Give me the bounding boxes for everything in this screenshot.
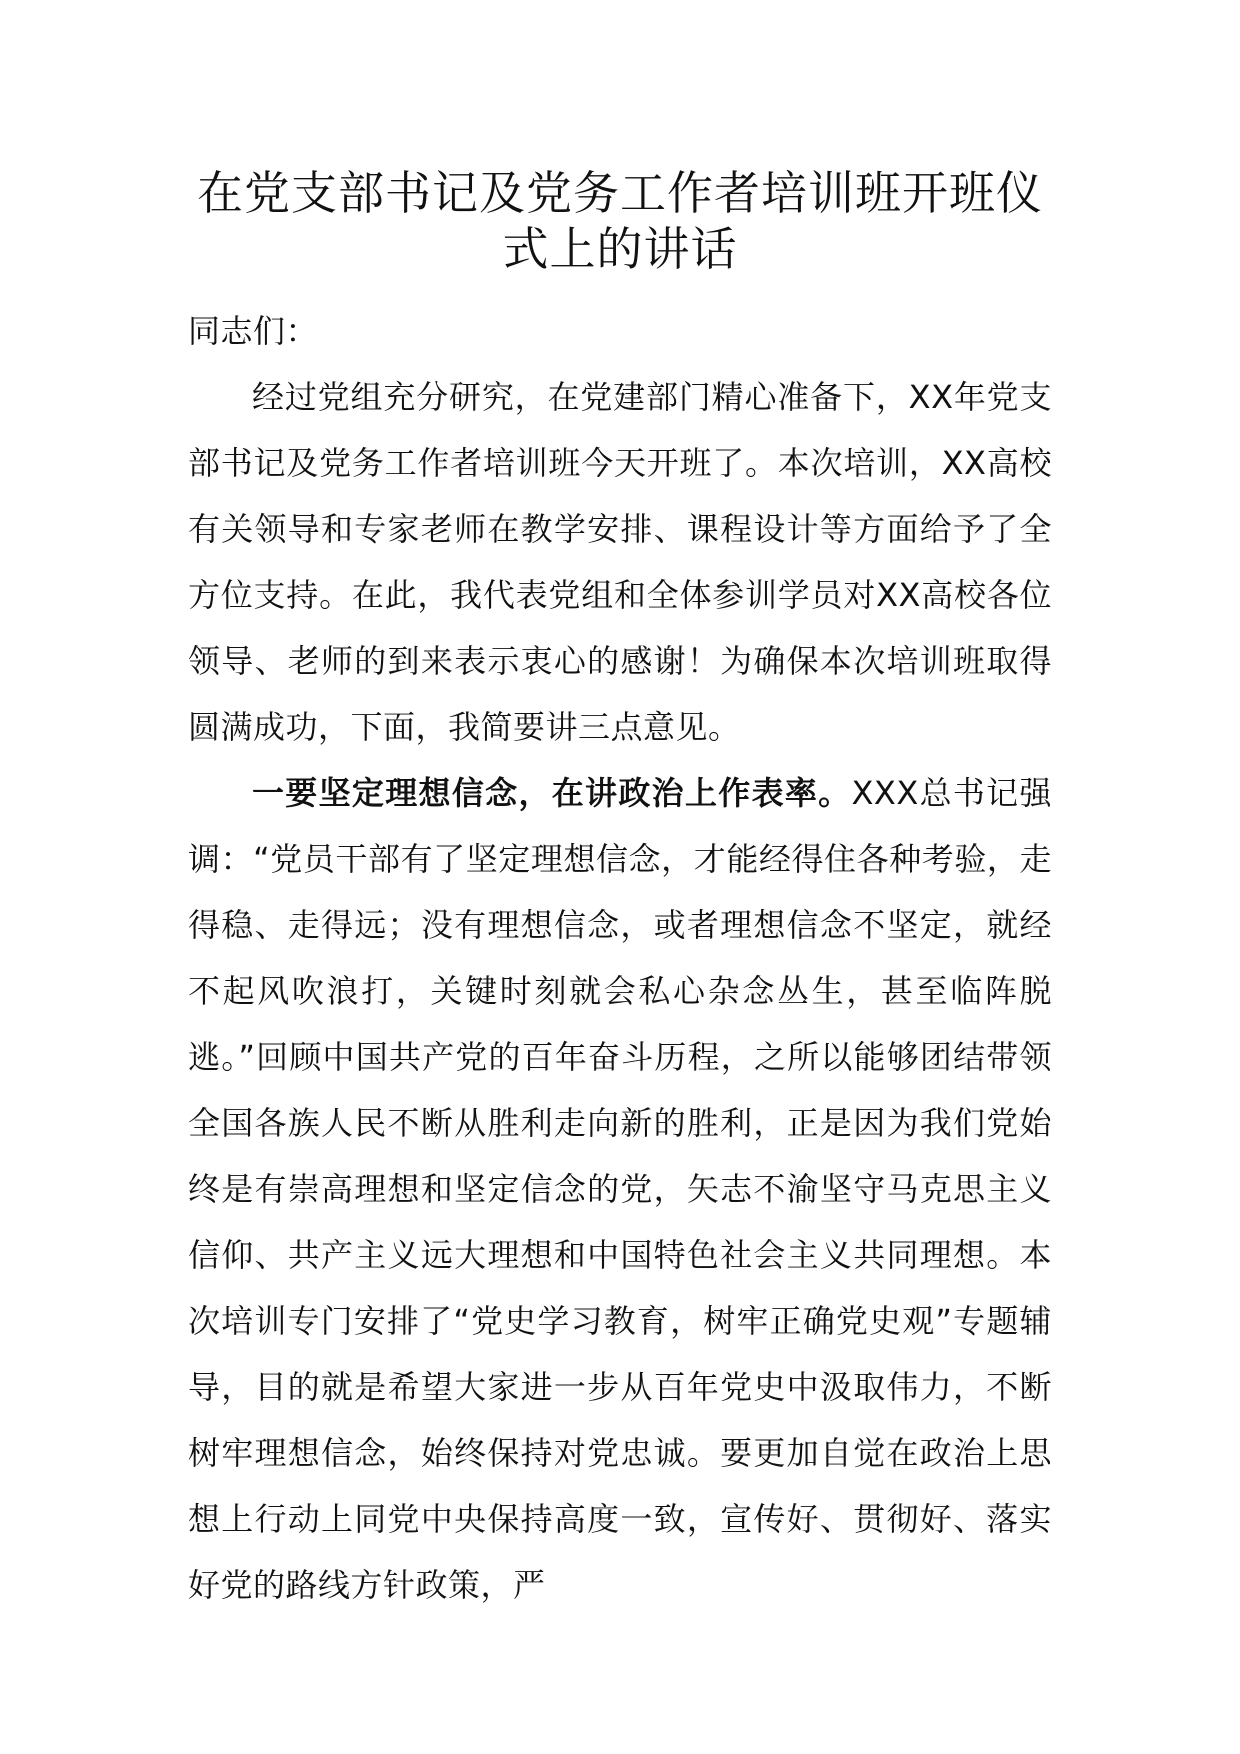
document-title xyxy=(150,165,1090,277)
salutation: 同志们： xyxy=(188,312,319,350)
paragraph-point-one xyxy=(188,760,1052,1618)
paragraph-text: 经过党组充分研究，在党建部门精心准备下，XX年党支部书记及党务工作者培训班今天开班了。本次培训，XX高校有关领导和专家老师在教学安排、课程设计等方面给予了全方位支持。在此，我代表党组和全体参训学员对XX高校各位领导、老师的到来表示衷心的感谢！为确保本次培训班取得圆满成功，下面，我简要讲三点意见。 xyxy=(188,378,1052,746)
paragraph-text: XXX总书记强调：“党员干部有了坚定理想信念，才能经得住各种考验，走得稳、走得远；没有理想信念，或者理想信念不坚定，就经不起风吹浪打，关键时刻就会私心杂念丛生，甚至临阵脱逃。”回顾中国共产党的百年奋斗历程，之所以能够团结带领全国各族人民不断从胜利走向新的胜利，正是因为我们党始终是有崇高理想和坚定信念的党，矢志不渝坚守马克思主义信仰、共产主义远大理想和中国特色社会主义共同理想。本次培训专门安排了“党史学习教育，树牢正确党史观”专题辅导，目的就是希望大家进一步从百年党史中汲取伟力，不断树牢理想信念，始终保持对党忠诚。要更加自觉在政治上思想上行动上同党中央保持高度一致，宣传好、贯彻好、落实好党的路线方针政策，严 xyxy=(188,774,1052,1604)
paragraph-lead-heading: 一要坚定理想信念，在讲政治上作表率。 xyxy=(252,774,852,812)
document-body xyxy=(188,298,1052,1618)
paragraph-intro xyxy=(188,364,1052,760)
title-line-1: 在党支部书记及党务工作者培训班开班仪 xyxy=(197,166,1043,220)
title-line-2: 式上的讲话 xyxy=(502,222,738,276)
